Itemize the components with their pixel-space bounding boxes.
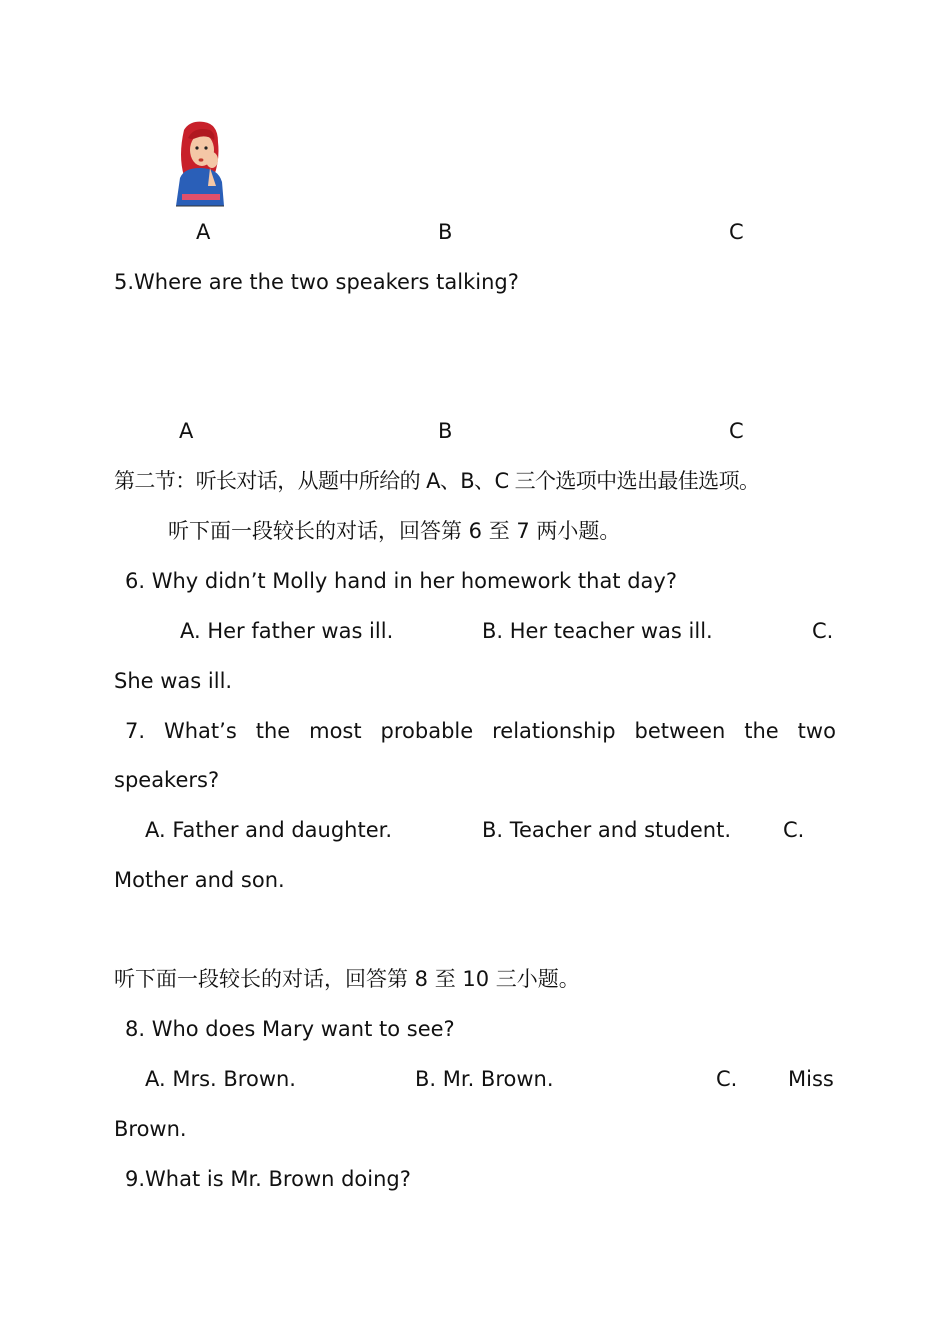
girl-thinking-illustration [170,120,228,208]
q6-question: 6. Why didn’t Molly hand in her homework that day? [125,569,677,593]
q8-option-c-prefix: C. [716,1067,738,1091]
q7-word: between [634,719,726,743]
q6-option-a: A. Her father was ill. [180,619,394,643]
section2-instruction-q6-7: 听下面一段较长的对话，回答第 6 至 7 两小题。 [168,519,621,543]
q7-word: the [744,719,779,743]
section2-instruction-q8-10: 听下面一段较长的对话，回答第 8 至 10 三小题。 [114,967,580,991]
q7-question-line2: speakers? [114,768,220,792]
q7-option-a: A. Father and daughter. [145,818,393,842]
q7-word: probable [380,719,474,743]
q8-option-c-word: Miss [788,1067,834,1091]
q7-word: relationship [492,719,616,743]
q6-option-b: B. Her teacher was ill. [482,619,713,643]
q5-option-b-label: B [438,419,453,443]
q9-question: 9.What is Mr. Brown doing? [125,1167,411,1191]
q7-option-b: B. Teacher and student. [482,818,732,842]
q5-option-a-label: A [179,419,194,443]
q7-word: What’s [163,719,237,743]
q7-option-c-prefix: C. [783,818,805,842]
q5-question: 5.Where are the two speakers talking? [114,270,519,294]
q8-option-a: A. Mrs. Brown. [145,1067,296,1091]
q7-word: most [309,719,362,743]
q6-option-c-prefix: C. [812,619,834,643]
q8-option-c-text: Brown. [114,1117,187,1141]
q5-option-c-label: C [729,419,744,443]
q6-option-c-text: She was ill. [114,669,233,693]
section2-heading: 第二节：听长对话，从题中所给的 A、B、C 三个选项中选出最佳选项。 [114,469,760,493]
q7-word: the [255,719,291,743]
q4-option-b-label: B [438,220,453,244]
q7-word: 7. [125,719,146,743]
q8-question: 8. Who does Mary want to see? [125,1017,455,1041]
q4-option-a-label: A [196,220,211,244]
q7-question-line1 [114,717,836,745]
q4-option-c-label: C [729,220,744,244]
q8-option-b: B. Mr. Brown. [415,1067,554,1091]
q7-option-c-text: Mother and son. [114,868,285,892]
q7-word: two [797,719,836,743]
